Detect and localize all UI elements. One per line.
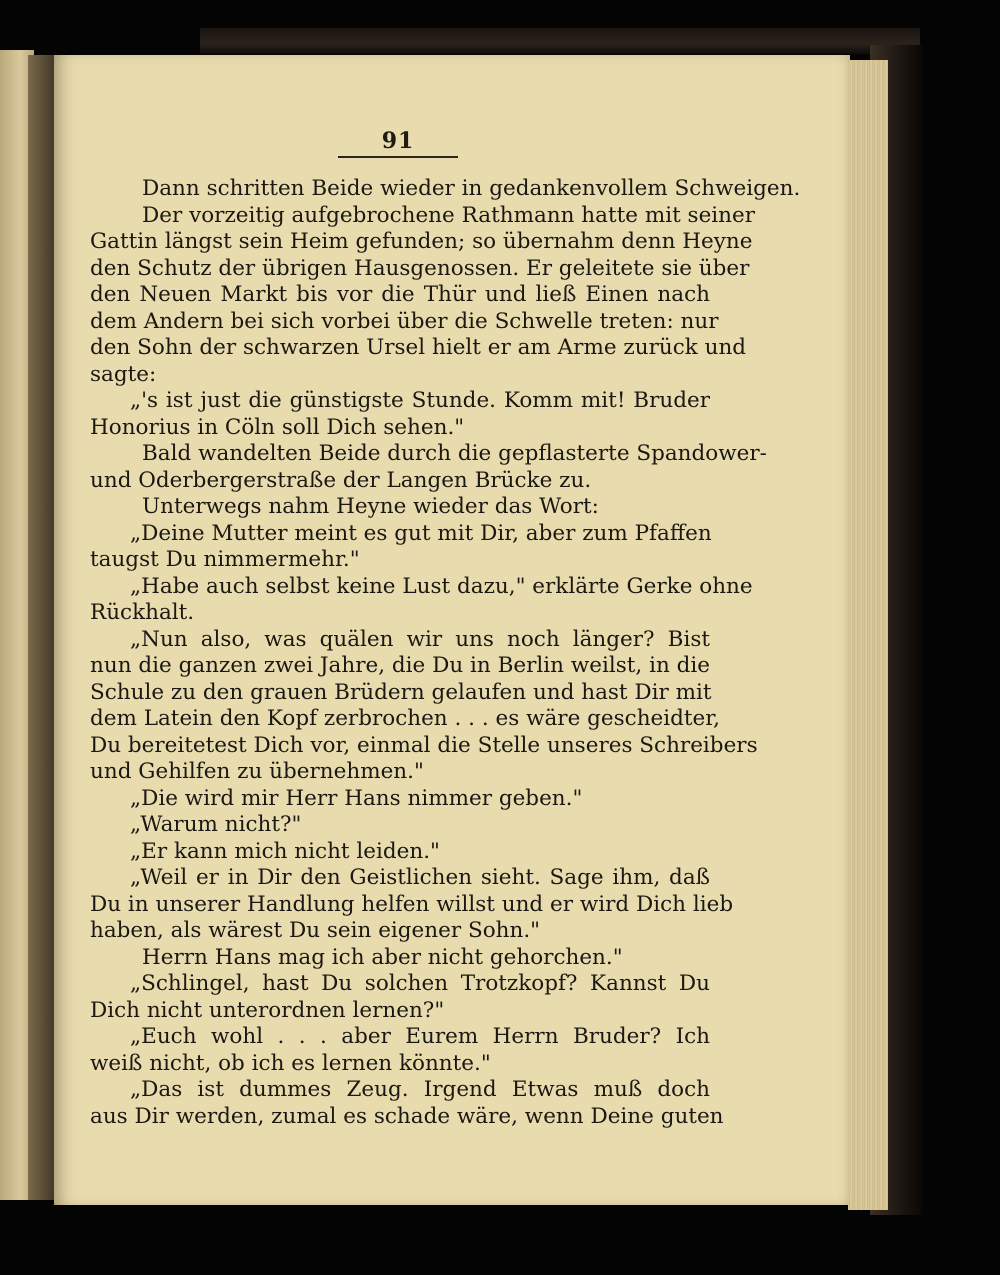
text-line: weiß nicht, ob ich es lernen könnte."	[90, 1050, 491, 1076]
text-line: taugst Du nimmermehr."	[90, 547, 360, 572]
page-number: 91	[381, 128, 415, 154]
text-line: Dich nicht unterordnen lernen?"	[90, 997, 445, 1023]
text-line: „Nun also, was quälen wir uns noch länger? Bist	[130, 626, 710, 652]
text-line: dem Latein den Kopf zerbrochen . . . es wäre gescheidter,	[90, 706, 721, 731]
text-line: Schule zu den grauen Brüdern gelaufen und hast Dir mit	[90, 679, 712, 705]
text-line: sagte:	[90, 361, 157, 387]
text-line: und Oderbergerstraße der Langen Brücke zu.	[90, 467, 592, 493]
text-line: Der vorzeitig aufgebrochene Rathmann hatte mit seiner	[142, 202, 756, 228]
text-line: haben, als wärest Du sein eigener Sohn."	[90, 918, 541, 943]
text-line: „Weil er in Dir den Geistlichen sieht. Sage ihm, daß	[130, 865, 710, 890]
page-stack-edge	[848, 60, 888, 1210]
book-binding	[200, 28, 920, 54]
text-line: Unterwegs nahm Heyne wieder das Wort:	[142, 494, 599, 519]
text-line: „Deine Mutter meint es gut mit Dir, aber zum Pfaffen	[130, 520, 712, 546]
text-line: „Euch wohl . . . aber Eurem Herrn Bruder? Ich	[130, 1024, 710, 1049]
text-line: „Das ist dummes Zeug. Irgend Etwas muß doch	[130, 1077, 710, 1102]
text-line: den Neuen Markt bis vor die Thür und ließ Einen nach	[90, 282, 710, 307]
text-line: Du in unserer Handlung helfen willst und er wird Dich lieb	[90, 891, 734, 917]
header-rule	[338, 156, 458, 158]
text-line: aus Dir werden, zumal es schade wäre, wenn Deine guten	[90, 1103, 724, 1129]
body-text	[90, 176, 801, 1130]
text-line: nun die ganzen zwei Jahre, die Du in Berlin weilst, in die	[90, 653, 710, 678]
text-line: „Warum nicht?"	[130, 812, 302, 837]
text-line: dem Andern bei sich vorbei über die Schwelle treten: nur	[90, 308, 719, 334]
text-line: Bald wandelten Beide durch die gepflasterte Spandower-	[142, 441, 767, 466]
text-line: Gattin längst sein Heim gefunden; so übernahm denn Heyne	[90, 229, 753, 254]
text-line: und Gehilfen zu übernehmen."	[90, 759, 424, 784]
text-line: „Er kann mich nicht leiden."	[130, 838, 440, 864]
text-line: den Schutz der übrigen Hausgenossen. Er geleitete sie über	[90, 255, 750, 281]
book-gutter	[28, 55, 56, 1200]
text-line: Du bereitetest Dich vor, einmal die Stelle unseres Schreibers	[90, 732, 758, 758]
text-line: „Schlingel, hast Du solchen Trotzkopf? Kannst Du	[130, 971, 710, 996]
text-line: Honorius in Cöln soll Dich sehen."	[90, 414, 465, 440]
text-line: „Die wird mir Herr Hans nimmer geben."	[130, 785, 583, 811]
text-line: „Habe auch selbst keine Lust dazu," erklärte Gerke ohne	[130, 573, 753, 599]
text-line: den Sohn der schwarzen Ursel hielt er am Arme zurück und	[90, 335, 747, 360]
text-line: Herrn Hans mag ich aber nicht gehorchen."	[142, 944, 623, 970]
text-line: Rückhalt.	[90, 600, 195, 625]
text-line: Dann schritten Beide wieder in gedankenvollem Schweigen.	[142, 176, 801, 201]
text-line: „'s ist just die günstigste Stunde. Komm mit! Bruder	[130, 388, 710, 413]
